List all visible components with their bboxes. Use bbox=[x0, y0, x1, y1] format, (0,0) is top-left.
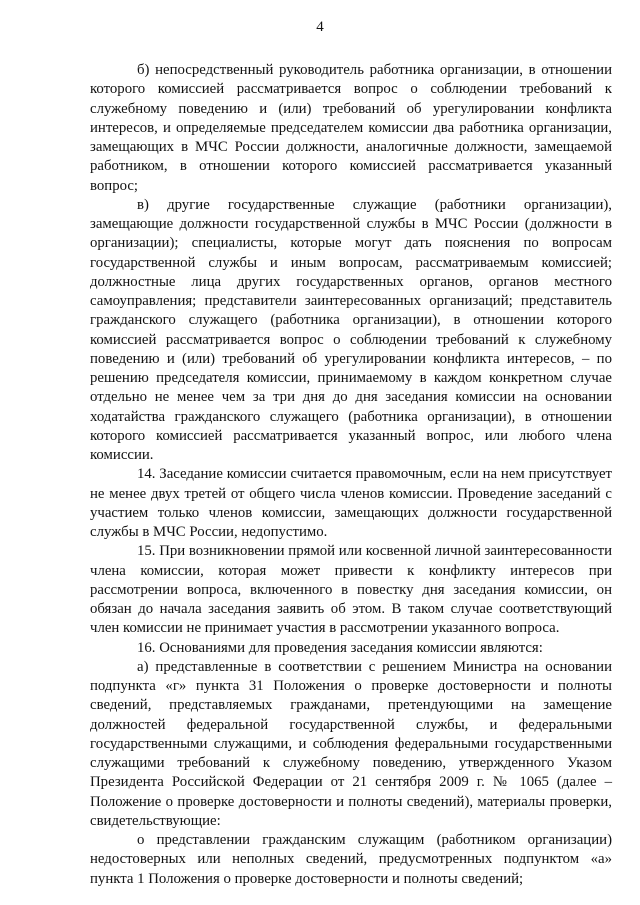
page-number: 4 bbox=[316, 19, 324, 35]
paragraph-16-grounds: 16. Основаниями для проведения заседания комиссии являются: bbox=[137, 639, 543, 656]
paragraph-b-participants: б) непосредственный руководитель работника организации, в отношении которого комиссией рассматривается вопрос о соблюдении требований к служебному поведению и (или) требований об урегулировании конфликта интересов, и определяемые председателем комиссии два работника организации, замещающих в МЧС России должности, аналогичные должности, замещаемой работником, в отношении которого комиссией рассматривается указанный вопрос; bbox=[90, 62, 612, 194]
paragraph-false-information: о представлении гражданским служащим (работником организации) недостоверных или неполных сведений, предусмотренных подпунктом «а» пункта 1 Положения о проверке достоверности и полноты сведений; bbox=[90, 832, 612, 887]
paragraph-15-conflict: 15. При возникновении прямой или косвенной личной заинтересованности члена комиссии, которая может привести к конфликту интересов при рассмотрении вопроса, включенного в повестку дня заседания комиссии, он обязан до начала заседания заявить об этом. В таком случае соответствующий член комиссии не принимает участия в рассмотрении указанного вопроса. bbox=[90, 543, 612, 637]
paragraph-a-materials: а) представленные в соответствии с решением Министра на основании подпункта «г» пункта 31 Положения о проверке достоверности и полноты сведений, представляемых гражданами, претендующими на замещение должностей федеральной государственной службы, и федеральными государственными служащими, и соблюдения федеральными государственными служащими требований к служебному поведению, утвержденного Указом Президента Российской Федерации от 21 сентября 2009 г. № 1065 (далее – Положение о проверке достоверности и полноты сведений), материалы проверки, свидетельствующие: bbox=[90, 658, 612, 829]
paragraph-v-participants: в) другие государственные служащие (работники организации), замещающие должности государственной службы в МЧС России (должности в организации); специалисты, которые могут дать пояснения по вопросам государственной службы и иным вопросам, рассматриваемым комиссией; должностные лица других государственных органов, органов местного самоуправления; представители заинтересованных организаций; представитель гражданского служащего (работника организации), в отношении которого комиссией рассматривается вопрос о соблюдении требований к служебному поведению и (или) требований об урегулировании конфликта интересов, – по решению председателя комиссии, принимаемому в каждом конкретном случае отдельно не менее чем за три дня до дня заседания комиссии на основании ходатайства гражданского служащего (работника организации), в отношении которого комиссией рассматривается указанный вопрос, или любого члена комиссии. bbox=[90, 196, 612, 463]
document-body bbox=[90, 61, 612, 889]
paragraph-14-quorum: 14. Заседание комиссии считается правомочным, если на нем присутствует не менее двух третей от общего числа членов комиссии. Проведение заседаний с участием только членов комиссии, замещающих должности государственной службы в МЧС России, недопустимо. bbox=[90, 466, 612, 540]
